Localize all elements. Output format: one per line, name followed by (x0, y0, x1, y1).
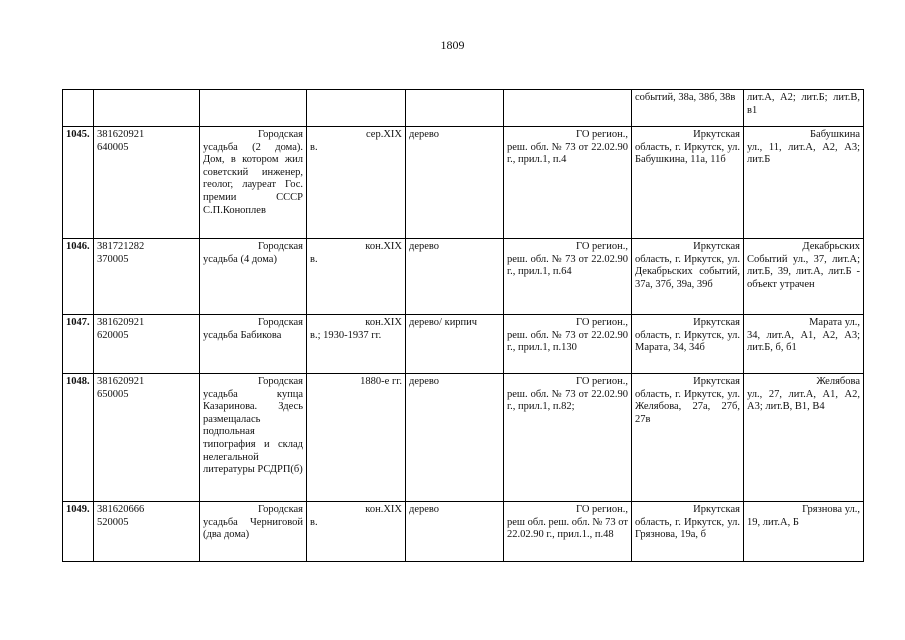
object-date: кон.XIX в. (307, 239, 406, 315)
cell-date (307, 90, 406, 127)
cadastral-code: 381620921 640005 (94, 127, 200, 239)
object-letters: Грязнова ул., 19, лит.А, Б (744, 502, 864, 562)
cell-material (406, 90, 504, 127)
object-material: дерево (406, 502, 504, 562)
row-number: 1048. (63, 374, 94, 502)
row-number: 1046. (63, 239, 94, 315)
protection-decision: ГО регион., реш. обл. № 73 от 22.02.90 г., прил.1, п.82; (504, 374, 632, 502)
object-date: сер.XIX в. (307, 127, 406, 239)
object-date: кон.XIX в.; 1930-1937 гг. (307, 315, 406, 374)
table-row (63, 374, 864, 502)
table-row (63, 315, 864, 374)
object-address: Иркутская область, г. Иркутск, ул. Желябова, 27а, 27б, 27в (632, 374, 744, 502)
object-material: дерево (406, 127, 504, 239)
object-letters: Бабушкина ул., 11, лит.А, А2, А3; лит.Б (744, 127, 864, 239)
object-address: Иркутская область, г. Иркутск, ул. Грязнова, 19а, б (632, 502, 744, 562)
row-number: 1045. (63, 127, 94, 239)
protection-decision: ГО регион., реш. обл. № 73 от 22.02.90 г., прил.1, п.130 (504, 315, 632, 374)
cell-address: событий, 38а, 38б, 38в (632, 90, 744, 127)
cadastral-code: 381721282 370005 (94, 239, 200, 315)
object-address: Иркутская область, г. Иркутск, ул. Марата, 34, 34б (632, 315, 744, 374)
monuments-table (62, 89, 864, 562)
table-row (63, 502, 864, 562)
cadastral-code: 381620921 650005 (94, 374, 200, 502)
object-name: Городская усадьба Черниговой (два дома) (200, 502, 307, 562)
protection-decision: ГО регион., реш. обл. № 73 от 22.02.90 г., прил.1, п.64 (504, 239, 632, 315)
object-address: Иркутская область, г. Иркутск, ул. Декабрьских событий, 37а, 37б, 39а, 39б (632, 239, 744, 315)
cell-name (200, 90, 307, 127)
object-date: кон.XIX в. (307, 502, 406, 562)
object-letters: Марата ул., 34, лит.А, А1, А2, А3; лит.Б, б, б1 (744, 315, 864, 374)
table-row (63, 127, 864, 239)
cell-letters: лит.А, А2; лит.Б; лит.В, в1 (744, 90, 864, 127)
cell-decision (504, 90, 632, 127)
object-name: Городская усадьба (2 дома). Дом, в котором жил советский инженер, геолог, лауреат Гос. премии СССР С.П.Коноплев (200, 127, 307, 239)
cadastral-code: 381620921 620005 (94, 315, 200, 374)
cadastral-code: 381620666 520005 (94, 502, 200, 562)
cell-num (63, 90, 94, 127)
table-row-continuation (63, 90, 864, 127)
cell-code (94, 90, 200, 127)
object-material: дерево (406, 374, 504, 502)
table-row (63, 239, 864, 315)
page-number: 1809 (440, 38, 465, 52)
object-material: дерево (406, 239, 504, 315)
protection-decision: ГО регион., реш. обл. № 73 от 22.02.90 г., прил.1, п.4 (504, 127, 632, 239)
object-material: дерево/ кирпич (406, 315, 504, 374)
object-letters: Декабрьских Событий ул., 37, лит.А; лит.Б, 39, лит.А, лит.Б - объект утрачен (744, 239, 864, 315)
object-letters: Желябова ул., 27, лит.А, А1, А2, А3; лит.В, В1, В4 (744, 374, 864, 502)
row-number: 1047. (63, 315, 94, 374)
object-name: Городская усадьба Бабикова (200, 315, 307, 374)
protection-decision: ГО регион., реш обл. реш. обл. № 73 от 22.02.90 г., прил.1., п.48 (504, 502, 632, 562)
row-number: 1049. (63, 502, 94, 562)
object-address: Иркутская область, г. Иркутск, ул. Бабушкина, 11а, 11б (632, 127, 744, 239)
object-date: 1880-е гг. (307, 374, 406, 502)
object-name: Городская усадьба (4 дома) (200, 239, 307, 315)
object-name: Городская усадьба купца Казаринова. Здесь размещалась подпольная типография и склад нелегальной литературы РСДРП(б) (200, 374, 307, 502)
